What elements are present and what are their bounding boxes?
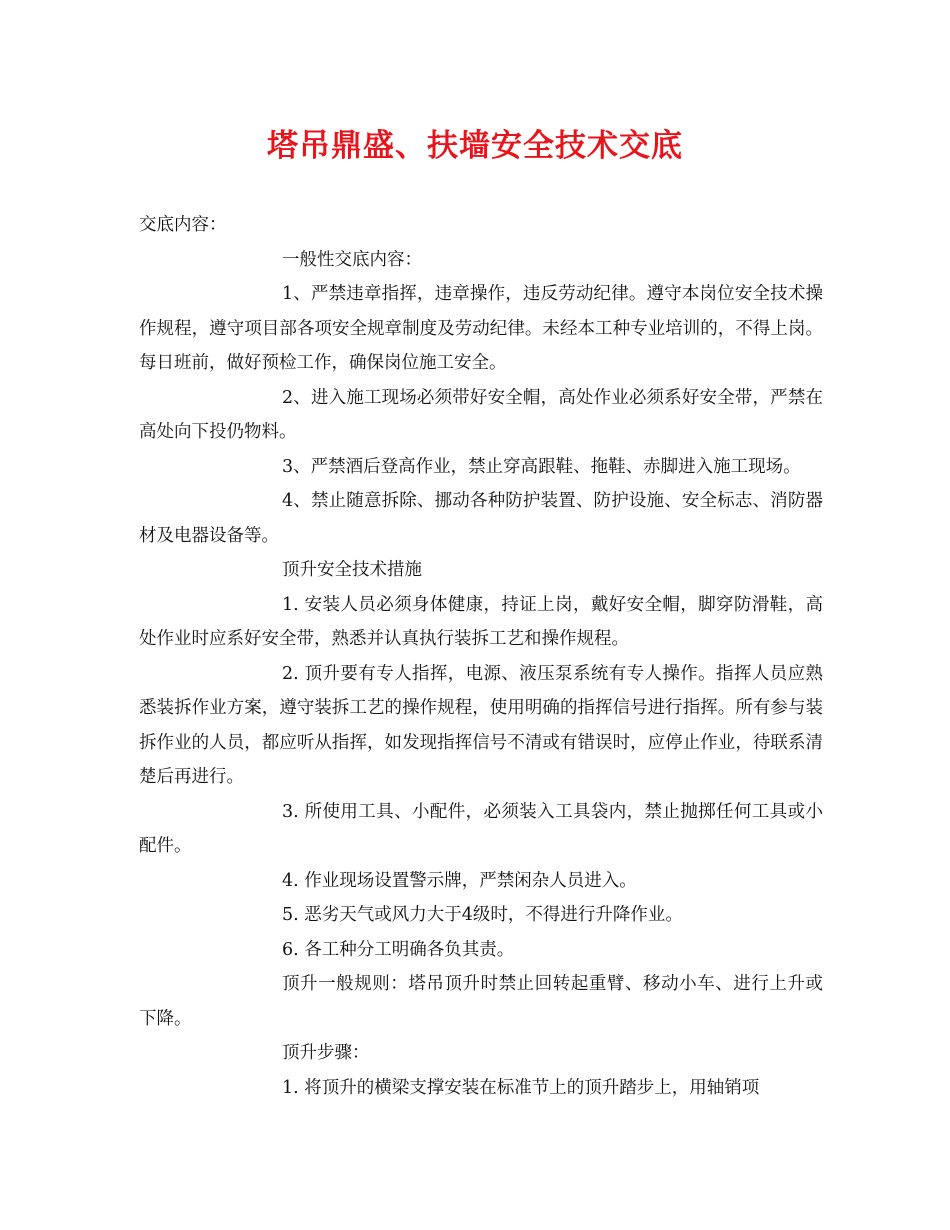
paragraph-general-heading: 一般性交底内容：: [282, 249, 422, 270]
paragraph-general-item-2: 2、进入施工现场必须带好安全帽，高处作业必须系好安全带，严禁在高处向下投仍物料。: [139, 387, 823, 442]
paragraph-general-item-1: 1、严禁违章指挥，违章操作，违反劳动纪律。遵守本岗位安全技术操作规程，遵守项目部各项安全规章制度及劳动纪律。未经本工种专业培训的，不得上岗。每日班前，做好预检工作，确保岗位施工安全。: [139, 284, 823, 373]
paragraph-jacking-item-1: 1. 安装人员必须身体健康，持证上岗，戴好安全帽，脚穿防滑鞋，高处作业时应系好安全带，熟悉并认真执行装拆工艺和操作规程。: [139, 594, 823, 649]
paragraph-contents-heading: 交底内容：: [139, 215, 227, 235]
paragraph-jacking-rules: 顶升一般规则：塔吊顶升时禁止回转起重臂、移动小车、进行上升或下降。: [139, 974, 823, 1029]
paragraph-general-item-4: 4、禁止随意拆除、挪动各种防护装置、防护设施、安全标志、消防器材及电器设备等。: [139, 491, 823, 546]
document-title: 塔吊鼎盛、扶墙安全技术交底: [267, 128, 683, 164]
paragraph-jacking-item-2: 2. 顶升要有专人指挥，电源、液压泵系统有专人操作。指挥人员应熟悉装拆作业方案，遵守装拆工艺的操作规程，使用明确的指挥信号进行指挥。所有参与装拆作业的人员，都应听从指挥，如发现指挥信号不清或有错误时，应停止作业，待联系清楚后再进行。: [139, 663, 823, 787]
paragraph-jacking-item-3: 3. 所使用工具、小配件，必须装入工具袋内，禁止抛掷任何工具或小配件。: [139, 801, 823, 856]
paragraph-jacking-item-4: 4. 作业现场设置警示牌，严禁闲杂人员进入。: [282, 870, 637, 891]
paragraph-general-item-3: 3、严禁酒后登高作业，禁止穿高跟鞋、拖鞋、赤脚进入施工现场。: [282, 456, 801, 477]
paragraph-jacking-item-6: 6. 各工种分工明确各负其责。: [282, 939, 515, 960]
paragraph-jacking-step-1: 1. 将顶升的横梁支撑安装在标准节上的顶升踏步上，用轴销项: [282, 1077, 760, 1098]
paragraph-jacking-steps-heading: 顶升步骤：: [282, 1043, 370, 1063]
paragraph-jacking-item-5: 5. 恶劣天气或风力大于4级时，不得进行升降作业。: [282, 905, 683, 925]
paragraph-jacking-measures-heading: 顶升安全技术措施: [282, 560, 422, 580]
document-body: [139, 208, 823, 1105]
